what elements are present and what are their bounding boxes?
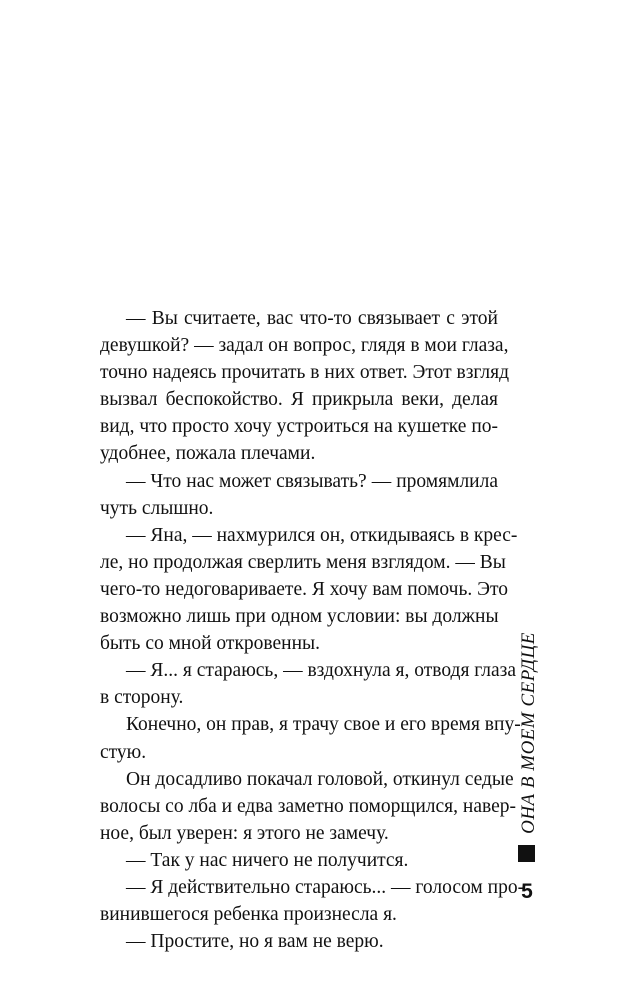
text-line: чего-то недоговариваете. Я хочу вам помочь. Это [100, 578, 508, 600]
section-marker-square [518, 845, 535, 862]
text-line: — Я... я стараюсь, — вздохнула я, отводя глаза [126, 660, 517, 682]
text-line: вызвал беспокойство. Я прикрыла веки, делая [100, 389, 498, 411]
text-line: вид, что просто хочу устроиться на кушетке по- [100, 416, 498, 438]
text-line: — Яна, — нахмурился он, откидываясь в крес- [126, 524, 518, 546]
text-line: стую. [100, 741, 147, 763]
text-line: — Я действительно стараюсь... — голосом про- [126, 876, 525, 898]
text-line: ное, был уверен: я этого не замечу. [100, 822, 389, 844]
running-title [512, 628, 546, 838]
text-line: — Простите, но я вам не верю. [126, 931, 384, 953]
text-line: возможно лишь при одном условии: вы должны [100, 606, 499, 628]
running-title-text: ОНА В МОЕМ СЕРДЦЕ [518, 632, 539, 834]
text-line: Он досадливо покачал головой, откинул седые [126, 768, 514, 790]
text-line: удобнее, пожала плечами. [100, 443, 316, 465]
text-line: — Так у нас ничего не получится. [126, 849, 409, 871]
text-line: быть со мной откровенны. [100, 633, 321, 655]
text-line: волосы со лба и едва заметно поморщился, навер- [100, 795, 516, 817]
text-line: чуть слышно. [100, 497, 214, 519]
text-line: ле, но продолжая сверлить меня взглядом. — Вы [100, 551, 506, 573]
text-line: в сторону. [100, 687, 184, 709]
text-line: — Что нас может связывать? — промямлила [126, 470, 498, 492]
text-line: девушкой? — задал он вопрос, глядя в мои глаза, [100, 335, 509, 357]
page-number: 5 [521, 880, 533, 903]
text-line: точно надеясь прочитать в них ответ. Этот взгляд [100, 362, 510, 384]
text-line: Конечно, он прав, я трачу свое и его время впу- [126, 714, 521, 736]
text-line: — Вы считаете, вас что-то связывает с этой [126, 308, 498, 329]
text-line: винившегося ребенка произнесла я. [100, 904, 397, 926]
body-text [100, 305, 525, 955]
